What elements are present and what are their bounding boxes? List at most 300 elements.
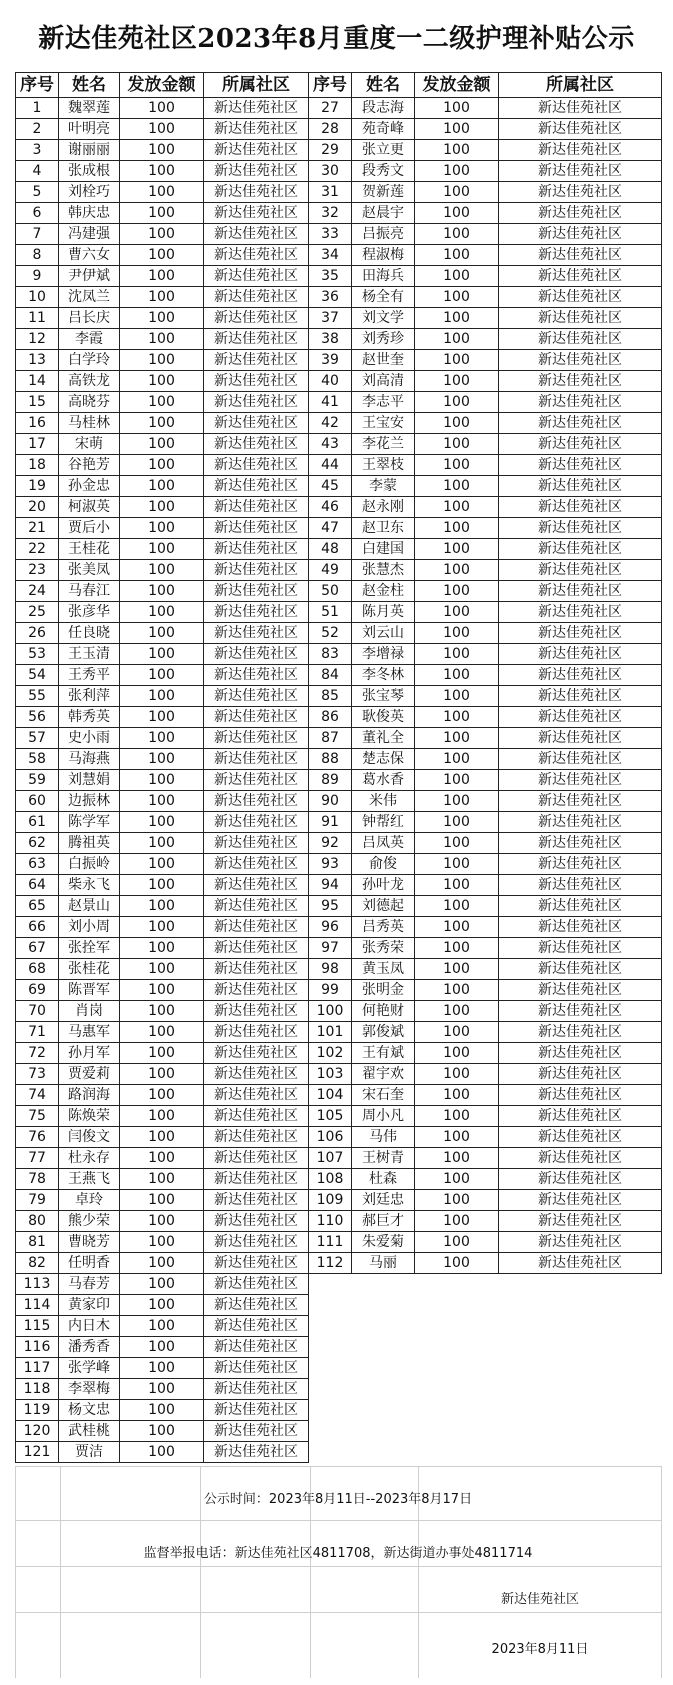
cell-serial: 80 bbox=[16, 1211, 59, 1232]
cell-name: 贾爱莉 bbox=[59, 1064, 120, 1085]
cell-community: 新达佳苑社区 bbox=[499, 518, 662, 539]
cell-serial: 18 bbox=[16, 455, 59, 476]
cell-community: 新达佳苑社区 bbox=[204, 1022, 309, 1043]
cell-name: 柯淑英 bbox=[59, 497, 120, 518]
cell-community: 新达佳苑社区 bbox=[204, 371, 309, 392]
cell-community: 新达佳苑社区 bbox=[499, 497, 662, 518]
cell-serial bbox=[309, 1274, 352, 1295]
table-row bbox=[16, 854, 662, 875]
cell-serial: 95 bbox=[309, 896, 352, 917]
cell-amount: 100 bbox=[415, 182, 499, 203]
hotline-text: 监督举报电话：新达佳苑社区4811708，新达街道办事处4811714 bbox=[143, 1546, 533, 1561]
cell-name: 刘高清 bbox=[352, 371, 415, 392]
cell-name: 贺新莲 bbox=[352, 182, 415, 203]
cell-name: 段志海 bbox=[352, 98, 415, 119]
cell-serial: 106 bbox=[309, 1127, 352, 1148]
cell-community: 新达佳苑社区 bbox=[499, 1190, 662, 1211]
cell-community: 新达佳苑社区 bbox=[204, 1064, 309, 1085]
cell-amount: 100 bbox=[120, 581, 204, 602]
cell-serial: 119 bbox=[16, 1400, 59, 1421]
cell-amount bbox=[415, 1400, 499, 1421]
cell-amount: 100 bbox=[415, 749, 499, 770]
cell-name: 张成根 bbox=[59, 161, 120, 182]
cell-amount bbox=[415, 1274, 499, 1295]
cell-community: 新达佳苑社区 bbox=[204, 413, 309, 434]
cell-name: 王有斌 bbox=[352, 1043, 415, 1064]
cell-amount: 100 bbox=[120, 623, 204, 644]
cell-amount: 100 bbox=[415, 938, 499, 959]
cell-serial: 37 bbox=[309, 308, 352, 329]
cell-name: 周小凡 bbox=[352, 1106, 415, 1127]
cell-name: 沈凤兰 bbox=[59, 287, 120, 308]
cell-community: 新达佳苑社区 bbox=[499, 791, 662, 812]
cell-community: 新达佳苑社区 bbox=[499, 455, 662, 476]
cell-serial: 91 bbox=[309, 812, 352, 833]
cell-community: 新达佳苑社区 bbox=[499, 1064, 662, 1085]
cell-community: 新达佳苑社区 bbox=[204, 476, 309, 497]
cell-community: 新达佳苑社区 bbox=[499, 1085, 662, 1106]
cell-amount: 100 bbox=[415, 497, 499, 518]
table-row bbox=[16, 707, 662, 728]
table-row bbox=[16, 602, 662, 623]
cell-name bbox=[352, 1421, 415, 1442]
cell-amount: 100 bbox=[120, 959, 204, 980]
cell-serial: 88 bbox=[309, 749, 352, 770]
table-row bbox=[16, 1442, 662, 1463]
cell-serial: 9 bbox=[16, 266, 59, 287]
cell-serial: 44 bbox=[309, 455, 352, 476]
cell-community bbox=[499, 1358, 662, 1379]
cell-community: 新达佳苑社区 bbox=[204, 539, 309, 560]
cell-amount: 100 bbox=[120, 266, 204, 287]
cell-name: 边振林 bbox=[59, 791, 120, 812]
cell-amount: 100 bbox=[415, 623, 499, 644]
cell-serial: 24 bbox=[16, 581, 59, 602]
cell-name: 田海兵 bbox=[352, 266, 415, 287]
table-row bbox=[16, 329, 662, 350]
cell-serial: 105 bbox=[309, 1106, 352, 1127]
cell-amount: 100 bbox=[120, 812, 204, 833]
cell-community bbox=[499, 1316, 662, 1337]
cell-community: 新达佳苑社区 bbox=[204, 119, 309, 140]
table-row bbox=[16, 1421, 662, 1442]
footer-divider bbox=[15, 1466, 661, 1467]
cell-serial: 103 bbox=[309, 1064, 352, 1085]
cell-name: 韩庆忠 bbox=[59, 203, 120, 224]
cell-community: 新达佳苑社区 bbox=[204, 203, 309, 224]
cell-community bbox=[499, 1400, 662, 1421]
cell-serial: 114 bbox=[16, 1295, 59, 1316]
cell-amount: 100 bbox=[120, 728, 204, 749]
cell-community bbox=[499, 1442, 662, 1463]
cell-serial: 16 bbox=[16, 413, 59, 434]
cell-community: 新达佳苑社区 bbox=[499, 1001, 662, 1022]
cell-name: 葛水香 bbox=[352, 770, 415, 791]
cell-amount: 100 bbox=[415, 1127, 499, 1148]
table-row bbox=[16, 203, 662, 224]
cell-serial: 101 bbox=[309, 1022, 352, 1043]
table-header-row bbox=[16, 73, 662, 98]
cell-name: 刘廷忠 bbox=[352, 1190, 415, 1211]
cell-serial: 28 bbox=[309, 119, 352, 140]
cell-amount: 100 bbox=[120, 413, 204, 434]
cell-amount: 100 bbox=[120, 707, 204, 728]
cell-serial bbox=[309, 1421, 352, 1442]
cell-name: 魏翠莲 bbox=[59, 98, 120, 119]
cell-name: 刘栓巧 bbox=[59, 182, 120, 203]
cell-community: 新达佳苑社区 bbox=[204, 896, 309, 917]
cell-amount: 100 bbox=[120, 539, 204, 560]
cell-serial: 68 bbox=[16, 959, 59, 980]
cell-amount: 100 bbox=[415, 98, 499, 119]
cell-community: 新达佳苑社区 bbox=[499, 602, 662, 623]
cell-amount bbox=[415, 1442, 499, 1463]
cell-serial bbox=[309, 1295, 352, 1316]
cell-community: 新达佳苑社区 bbox=[204, 581, 309, 602]
cell-amount: 100 bbox=[415, 1148, 499, 1169]
cell-name: 王宝安 bbox=[352, 413, 415, 434]
cell-serial: 94 bbox=[309, 875, 352, 896]
table-row bbox=[16, 1253, 662, 1274]
cell-name: 任良晓 bbox=[59, 623, 120, 644]
cell-serial: 4 bbox=[16, 161, 59, 182]
cell-amount: 100 bbox=[120, 119, 204, 140]
cell-amount: 100 bbox=[120, 161, 204, 182]
cell-community: 新达佳苑社区 bbox=[499, 1106, 662, 1127]
table-row bbox=[16, 1211, 662, 1232]
cell-amount: 100 bbox=[120, 350, 204, 371]
cell-serial: 26 bbox=[16, 623, 59, 644]
cell-community: 新达佳苑社区 bbox=[499, 1232, 662, 1253]
cell-amount: 100 bbox=[120, 1106, 204, 1127]
cell-community: 新达佳苑社区 bbox=[499, 917, 662, 938]
cell-community: 新达佳苑社区 bbox=[204, 938, 309, 959]
cell-amount: 100 bbox=[120, 140, 204, 161]
cell-amount: 100 bbox=[415, 329, 499, 350]
table-row bbox=[16, 371, 662, 392]
cell-community: 新达佳苑社区 bbox=[204, 1085, 309, 1106]
cell-serial: 120 bbox=[16, 1421, 59, 1442]
cell-name: 高晓芬 bbox=[59, 392, 120, 413]
cell-serial: 30 bbox=[309, 161, 352, 182]
cell-name bbox=[352, 1442, 415, 1463]
table-row bbox=[16, 1316, 662, 1337]
cell-serial: 43 bbox=[309, 434, 352, 455]
cell-serial: 69 bbox=[16, 980, 59, 1001]
cell-name: 孙月军 bbox=[59, 1043, 120, 1064]
cell-community: 新达佳苑社区 bbox=[499, 644, 662, 665]
cell-serial: 61 bbox=[16, 812, 59, 833]
cell-serial: 1 bbox=[16, 98, 59, 119]
table-row bbox=[16, 1169, 662, 1190]
table-row bbox=[16, 308, 662, 329]
cell-name: 腾祖英 bbox=[59, 833, 120, 854]
cell-serial: 112 bbox=[309, 1253, 352, 1274]
table-row bbox=[16, 980, 662, 1001]
cell-serial: 118 bbox=[16, 1379, 59, 1400]
cell-amount: 100 bbox=[120, 497, 204, 518]
cell-community: 新达佳苑社区 bbox=[204, 350, 309, 371]
cell-amount: 100 bbox=[120, 602, 204, 623]
cell-community bbox=[499, 1274, 662, 1295]
table-row bbox=[16, 560, 662, 581]
cell-name: 杨全有 bbox=[352, 287, 415, 308]
cell-amount: 100 bbox=[120, 1022, 204, 1043]
cell-name bbox=[352, 1274, 415, 1295]
table-row bbox=[16, 1232, 662, 1253]
cell-amount: 100 bbox=[120, 371, 204, 392]
cell-amount: 100 bbox=[120, 1400, 204, 1421]
cell-name: 曹六女 bbox=[59, 245, 120, 266]
cell-amount: 100 bbox=[120, 980, 204, 1001]
header-serial: 序号 bbox=[309, 73, 352, 98]
cell-name: 赵世奎 bbox=[352, 350, 415, 371]
cell-community bbox=[499, 1337, 662, 1358]
cell-community: 新达佳苑社区 bbox=[499, 140, 662, 161]
cell-amount: 100 bbox=[120, 560, 204, 581]
cell-amount: 100 bbox=[415, 1169, 499, 1190]
cell-community: 新达佳苑社区 bbox=[204, 854, 309, 875]
cell-name: 赵卫东 bbox=[352, 518, 415, 539]
table-row bbox=[16, 497, 662, 518]
cell-community: 新达佳苑社区 bbox=[499, 1022, 662, 1043]
cell-serial: 79 bbox=[16, 1190, 59, 1211]
cell-name bbox=[352, 1316, 415, 1337]
cell-amount: 100 bbox=[120, 1316, 204, 1337]
cell-amount: 100 bbox=[415, 203, 499, 224]
table-row bbox=[16, 791, 662, 812]
cell-name: 杨文忠 bbox=[59, 1400, 120, 1421]
cell-amount: 100 bbox=[415, 1001, 499, 1022]
cell-amount: 100 bbox=[415, 266, 499, 287]
table-row bbox=[16, 623, 662, 644]
cell-amount: 100 bbox=[415, 896, 499, 917]
table-row bbox=[16, 182, 662, 203]
cell-community: 新达佳苑社区 bbox=[499, 665, 662, 686]
cell-serial: 99 bbox=[309, 980, 352, 1001]
cell-community: 新达佳苑社区 bbox=[204, 1190, 309, 1211]
cell-serial: 19 bbox=[16, 476, 59, 497]
cell-serial: 36 bbox=[309, 287, 352, 308]
cell-community: 新达佳苑社区 bbox=[499, 350, 662, 371]
cell-name: 王秀平 bbox=[59, 665, 120, 686]
cell-amount: 100 bbox=[120, 644, 204, 665]
cell-amount: 100 bbox=[415, 287, 499, 308]
cell-amount: 100 bbox=[415, 686, 499, 707]
header-amount: 发放金额 bbox=[415, 73, 499, 98]
cell-community: 新达佳苑社区 bbox=[204, 1358, 309, 1379]
cell-name: 李霞 bbox=[59, 329, 120, 350]
cell-serial: 46 bbox=[309, 497, 352, 518]
cell-name: 潘秀香 bbox=[59, 1337, 120, 1358]
cell-community: 新达佳苑社区 bbox=[499, 686, 662, 707]
cell-name: 冯建强 bbox=[59, 224, 120, 245]
cell-community: 新达佳苑社区 bbox=[499, 539, 662, 560]
header-name: 姓名 bbox=[352, 73, 415, 98]
table-row bbox=[16, 938, 662, 959]
cell-community: 新达佳苑社区 bbox=[204, 266, 309, 287]
cell-name: 何艳财 bbox=[352, 1001, 415, 1022]
cell-amount: 100 bbox=[120, 476, 204, 497]
cell-amount: 100 bbox=[415, 371, 499, 392]
cell-serial bbox=[309, 1379, 352, 1400]
cell-serial: 78 bbox=[16, 1169, 59, 1190]
cell-name: 熊少荣 bbox=[59, 1211, 120, 1232]
cell-serial: 74 bbox=[16, 1085, 59, 1106]
footer-divider bbox=[15, 1520, 661, 1521]
table-row bbox=[16, 581, 662, 602]
cell-amount: 100 bbox=[120, 1232, 204, 1253]
table-row bbox=[16, 896, 662, 917]
cell-community: 新达佳苑社区 bbox=[204, 560, 309, 581]
cell-community: 新达佳苑社区 bbox=[499, 896, 662, 917]
cell-name: 内日木 bbox=[59, 1316, 120, 1337]
cell-community: 新达佳苑社区 bbox=[204, 917, 309, 938]
cell-community: 新达佳苑社区 bbox=[204, 1169, 309, 1190]
table-row bbox=[16, 1022, 662, 1043]
cell-serial: 66 bbox=[16, 917, 59, 938]
cell-serial: 2 bbox=[16, 119, 59, 140]
cell-name bbox=[352, 1337, 415, 1358]
cell-serial: 58 bbox=[16, 749, 59, 770]
cell-name: 尹伊斌 bbox=[59, 266, 120, 287]
cell-name: 贾后小 bbox=[59, 518, 120, 539]
cell-name: 张拴军 bbox=[59, 938, 120, 959]
cell-name: 张彦华 bbox=[59, 602, 120, 623]
cell-amount bbox=[415, 1337, 499, 1358]
cell-serial: 49 bbox=[309, 560, 352, 581]
table-row bbox=[16, 749, 662, 770]
cell-name: 王翠枝 bbox=[352, 455, 415, 476]
cell-serial: 104 bbox=[309, 1085, 352, 1106]
cell-community: 新达佳苑社区 bbox=[499, 875, 662, 896]
cell-amount: 100 bbox=[415, 791, 499, 812]
table-row bbox=[16, 140, 662, 161]
cell-name: 张立更 bbox=[352, 140, 415, 161]
cell-community: 新达佳苑社区 bbox=[204, 602, 309, 623]
table-row bbox=[16, 1085, 662, 1106]
cell-amount: 100 bbox=[120, 791, 204, 812]
cell-amount: 100 bbox=[120, 98, 204, 119]
cell-amount: 100 bbox=[415, 854, 499, 875]
cell-amount: 100 bbox=[120, 665, 204, 686]
publicity-period: 公示时间：2023年8月11日--2023年8月17日 bbox=[203, 1492, 473, 1507]
cell-serial: 20 bbox=[16, 497, 59, 518]
cell-serial: 52 bbox=[309, 623, 352, 644]
cell-name: 吕振亮 bbox=[352, 224, 415, 245]
cell-community: 新达佳苑社区 bbox=[204, 686, 309, 707]
cell-serial: 3 bbox=[16, 140, 59, 161]
cell-amount: 100 bbox=[415, 1232, 499, 1253]
cell-serial: 116 bbox=[16, 1337, 59, 1358]
cell-name: 高铁龙 bbox=[59, 371, 120, 392]
cell-serial: 11 bbox=[16, 308, 59, 329]
cell-community: 新达佳苑社区 bbox=[499, 413, 662, 434]
cell-amount: 100 bbox=[415, 980, 499, 1001]
cell-amount: 100 bbox=[120, 1001, 204, 1022]
cell-serial: 57 bbox=[16, 728, 59, 749]
cell-community: 新达佳苑社区 bbox=[204, 875, 309, 896]
cell-serial: 6 bbox=[16, 203, 59, 224]
cell-name: 杜森 bbox=[352, 1169, 415, 1190]
cell-community: 新达佳苑社区 bbox=[204, 308, 309, 329]
table-row bbox=[16, 812, 662, 833]
cell-amount: 100 bbox=[415, 875, 499, 896]
cell-amount: 100 bbox=[415, 581, 499, 602]
cell-serial: 38 bbox=[309, 329, 352, 350]
cell-amount: 100 bbox=[415, 1043, 499, 1064]
cell-community: 新达佳苑社区 bbox=[204, 812, 309, 833]
cell-name: 马海燕 bbox=[59, 749, 120, 770]
cell-amount: 100 bbox=[415, 518, 499, 539]
table-row bbox=[16, 455, 662, 476]
cell-name: 程淑梅 bbox=[352, 245, 415, 266]
cell-amount bbox=[415, 1316, 499, 1337]
cell-name: 曹晓芳 bbox=[59, 1232, 120, 1253]
cell-name: 刘文学 bbox=[352, 308, 415, 329]
cell-amount: 100 bbox=[415, 308, 499, 329]
cell-name: 马桂林 bbox=[59, 413, 120, 434]
table-body bbox=[16, 98, 662, 1463]
cell-name bbox=[352, 1358, 415, 1379]
subsidy-table bbox=[15, 72, 662, 1463]
cell-name: 李蒙 bbox=[352, 476, 415, 497]
cell-name: 刘秀珍 bbox=[352, 329, 415, 350]
cell-name: 宋石奎 bbox=[352, 1085, 415, 1106]
cell-amount: 100 bbox=[120, 455, 204, 476]
cell-community: 新达佳苑社区 bbox=[204, 1148, 309, 1169]
cell-amount: 100 bbox=[120, 308, 204, 329]
cell-serial: 75 bbox=[16, 1106, 59, 1127]
cell-amount: 100 bbox=[120, 1043, 204, 1064]
cell-serial: 102 bbox=[309, 1043, 352, 1064]
cell-serial: 110 bbox=[309, 1211, 352, 1232]
header-community: 所属社区 bbox=[499, 73, 662, 98]
cell-name: 马伟 bbox=[352, 1127, 415, 1148]
cell-community: 新达佳苑社区 bbox=[204, 1211, 309, 1232]
cell-community: 新达佳苑社区 bbox=[499, 1253, 662, 1274]
cell-community: 新达佳苑社区 bbox=[499, 938, 662, 959]
cell-serial: 70 bbox=[16, 1001, 59, 1022]
cell-name: 白振岭 bbox=[59, 854, 120, 875]
cell-amount: 100 bbox=[415, 1064, 499, 1085]
cell-community: 新达佳苑社区 bbox=[204, 1421, 309, 1442]
table-row bbox=[16, 98, 662, 119]
cell-name: 段秀文 bbox=[352, 161, 415, 182]
cell-community: 新达佳苑社区 bbox=[499, 812, 662, 833]
cell-serial: 45 bbox=[309, 476, 352, 497]
cell-name bbox=[352, 1379, 415, 1400]
cell-community: 新达佳苑社区 bbox=[204, 623, 309, 644]
cell-serial: 89 bbox=[309, 770, 352, 791]
cell-serial: 100 bbox=[309, 1001, 352, 1022]
cell-community bbox=[499, 1295, 662, 1316]
footer-divider bbox=[15, 1612, 661, 1613]
cell-community: 新达佳苑社区 bbox=[499, 770, 662, 791]
header-serial: 序号 bbox=[16, 73, 59, 98]
cell-serial: 83 bbox=[309, 644, 352, 665]
cell-community: 新达佳苑社区 bbox=[499, 560, 662, 581]
cell-serial: 108 bbox=[309, 1169, 352, 1190]
cell-serial: 56 bbox=[16, 707, 59, 728]
cell-community: 新达佳苑社区 bbox=[499, 98, 662, 119]
cell-community: 新达佳苑社区 bbox=[499, 476, 662, 497]
cell-serial: 71 bbox=[16, 1022, 59, 1043]
table-row bbox=[16, 1148, 662, 1169]
cell-community: 新达佳苑社区 bbox=[204, 1379, 309, 1400]
cell-amount: 100 bbox=[120, 329, 204, 350]
cell-serial bbox=[309, 1316, 352, 1337]
